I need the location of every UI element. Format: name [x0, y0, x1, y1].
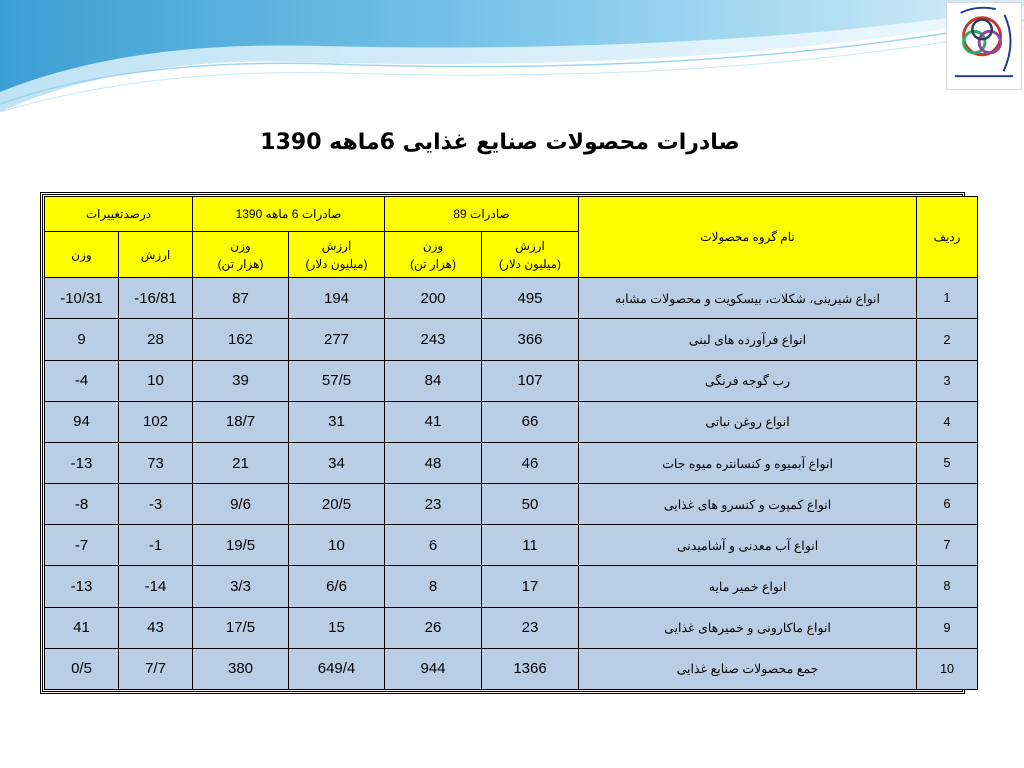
value-89: 17 — [521, 577, 539, 595]
header-exports-89: صادرات 89 — [385, 197, 579, 232]
value-change: -14 — [144, 577, 167, 595]
value-90: 15 — [328, 619, 345, 637]
product-group-name-cell — [579, 566, 917, 607]
product-group-name-cell — [579, 525, 917, 566]
value-90-cell — [289, 525, 385, 566]
weight-89: 6 — [428, 536, 438, 554]
weight-change-cell — [45, 360, 119, 401]
row-number-cell — [917, 648, 978, 689]
weight-change: 41 — [73, 619, 90, 637]
value-89-cell — [482, 607, 579, 648]
weight-change-cell — [45, 525, 119, 566]
weight-change-cell — [45, 319, 119, 360]
weight-90: 9/6 — [230, 495, 251, 513]
weight-90-cell — [193, 566, 289, 607]
row-number: 1 — [943, 291, 951, 306]
value-change-cell — [119, 648, 193, 689]
value-90: 6/6 — [326, 577, 347, 595]
weight-change: -13 — [70, 577, 93, 595]
value-change-cell — [119, 525, 193, 566]
value-90-cell — [289, 360, 385, 401]
product-group-name-cell — [579, 607, 917, 648]
exports-table — [44, 196, 978, 690]
header-group-name: نام گروه محصولات — [579, 197, 917, 278]
product-group-name: انواع خمیر مایه — [708, 579, 787, 594]
weight-90-cell — [193, 607, 289, 648]
value-change: -16/81 — [134, 289, 177, 307]
product-group-name: انواع شیرینی، شکلات، بیسکویت و محصولات مشابه — [615, 291, 881, 306]
weight-90: 3/3 — [230, 577, 251, 595]
table-row — [45, 648, 978, 689]
product-group-name-cell — [579, 360, 917, 401]
row-number: 3 — [943, 373, 951, 388]
weight-90: 162 — [227, 331, 254, 349]
weight-90: 21 — [232, 454, 249, 472]
weight-90-cell — [193, 360, 289, 401]
table-row — [45, 360, 978, 401]
row-number-cell — [917, 442, 978, 483]
value-89-cell — [482, 278, 579, 319]
value-89-cell — [482, 360, 579, 401]
value-90-cell — [289, 566, 385, 607]
row-number: 7 — [943, 538, 951, 553]
value-90: 10 — [328, 536, 345, 554]
value-change-cell — [119, 566, 193, 607]
weight-change-cell — [45, 401, 119, 442]
exports-table-frame — [40, 192, 965, 694]
table-row — [45, 278, 978, 319]
value-90: 31 — [328, 413, 345, 431]
product-group-name: جمع محصولات صنایع غذایی — [676, 662, 819, 677]
value-change-cell — [119, 401, 193, 442]
weight-90: 19/5 — [225, 536, 256, 554]
weight-89-cell — [385, 525, 482, 566]
value-change: 28 — [147, 331, 164, 349]
value-90: 20/5 — [321, 495, 352, 513]
weight-89: 23 — [424, 495, 442, 513]
header-value-change: ارزش — [119, 231, 193, 277]
weight-90-cell — [193, 278, 289, 319]
value-change: 7/7 — [145, 660, 166, 678]
value-change-cell — [119, 278, 193, 319]
value-89-cell — [482, 484, 579, 525]
value-89: 107 — [517, 372, 543, 390]
weight-90-cell — [193, 319, 289, 360]
value-89: 66 — [521, 413, 539, 431]
weight-89: 84 — [424, 372, 442, 390]
product-group-name-cell — [579, 319, 917, 360]
weight-change: -4 — [74, 372, 89, 390]
weight-90: 87 — [232, 289, 249, 307]
product-group-name: انواع ماکارونی و خمیرهای غذایی — [664, 621, 831, 636]
product-group-name: انواع روغن نباتی — [705, 415, 790, 430]
value-change: 43 — [147, 619, 164, 637]
row-number: 2 — [943, 332, 951, 347]
value-89: 11 — [522, 536, 538, 554]
weight-89-cell — [385, 442, 482, 483]
header-change-percent: درصدتغییرات — [45, 197, 193, 232]
product-group-name-cell — [579, 278, 917, 319]
table-row — [45, 566, 978, 607]
header-exports-6m-1390: صادرات 6 ماهه 1390 — [193, 197, 385, 232]
weight-change-cell — [45, 278, 119, 319]
value-90-cell — [289, 442, 385, 483]
weight-89: 944 — [420, 660, 446, 678]
weight-89: 8 — [428, 577, 438, 595]
value-change: 73 — [147, 454, 164, 472]
value-90-cell — [289, 648, 385, 689]
value-change: 10 — [147, 372, 164, 390]
row-number-cell — [917, 525, 978, 566]
page-title: صادرات محصولات صنایع غذایی 6ماهه 1390 — [260, 130, 740, 155]
table-row — [45, 401, 978, 442]
header-weight-90: وزن (هزار تن) — [193, 231, 289, 277]
value-89: 495 — [517, 289, 543, 307]
value-90: 34 — [328, 454, 345, 472]
logo-emblem-icon — [947, 3, 1021, 89]
value-90-cell — [289, 278, 385, 319]
row-number-cell — [917, 278, 978, 319]
value-89-cell — [482, 648, 579, 689]
product-group-name-cell — [579, 648, 917, 689]
table-row — [45, 525, 978, 566]
weight-change: -8 — [74, 495, 89, 513]
row-number-cell — [917, 484, 978, 525]
weight-change: 9 — [77, 331, 86, 349]
value-89: 366 — [517, 331, 543, 349]
row-number-cell — [917, 360, 978, 401]
value-change-cell — [119, 607, 193, 648]
weight-change-cell — [45, 566, 119, 607]
header-value-90: ارزش (میلیون دلار) — [289, 231, 385, 277]
product-group-name-cell — [579, 401, 917, 442]
weight-90-cell — [193, 442, 289, 483]
value-89-cell — [482, 401, 579, 442]
weight-89-cell — [385, 319, 482, 360]
weight-89-cell — [385, 484, 482, 525]
value-change: 102 — [142, 413, 169, 431]
weight-change-cell — [45, 484, 119, 525]
weight-90: 380 — [227, 660, 254, 678]
weight-change-cell — [45, 442, 119, 483]
table-row — [45, 484, 978, 525]
header-wave-decoration — [0, 0, 1024, 140]
value-89: 23 — [521, 619, 539, 637]
value-90: 194 — [324, 289, 350, 307]
value-90-cell — [289, 401, 385, 442]
table-header-row-1 — [45, 197, 978, 232]
weight-change: -7 — [74, 536, 89, 554]
row-number-cell — [917, 319, 978, 360]
value-90-cell — [289, 484, 385, 525]
product-group-name-cell — [579, 484, 917, 525]
row-number: 9 — [943, 620, 951, 635]
product-group-name: انواع آبمیوه و کنسانتره میوه جات — [662, 456, 833, 471]
row-number-cell — [917, 401, 978, 442]
weight-90-cell — [193, 525, 289, 566]
weight-89-cell — [385, 360, 482, 401]
header-row-no: ردیف — [917, 197, 978, 278]
value-89-cell — [482, 442, 579, 483]
row-number-cell — [917, 566, 978, 607]
value-90: 57/5 — [321, 372, 352, 390]
weight-90-cell — [193, 484, 289, 525]
weight-change-cell — [45, 607, 119, 648]
value-90-cell — [289, 607, 385, 648]
weight-89-cell — [385, 648, 482, 689]
value-89: 1366 — [513, 660, 547, 678]
row-number-cell — [917, 607, 978, 648]
row-number: 6 — [943, 497, 951, 512]
product-group-name: انواع آب معدنی و آشامیدنی — [676, 538, 819, 553]
organization-logo — [946, 2, 1022, 90]
weight-change: -13 — [70, 454, 93, 472]
value-89: 46 — [521, 454, 539, 472]
table-row — [45, 607, 978, 648]
weight-90-cell — [193, 401, 289, 442]
weight-89-cell — [385, 401, 482, 442]
row-number: 10 — [940, 661, 954, 676]
weight-89-cell — [385, 607, 482, 648]
header-value-89: ارزش (میلیون دلار) — [482, 231, 579, 277]
value-89-cell — [482, 525, 579, 566]
value-90-cell — [289, 319, 385, 360]
row-number: 5 — [943, 456, 951, 470]
row-number: 4 — [943, 414, 951, 429]
value-change-cell — [119, 319, 193, 360]
product-group-name: انواع کمپوت و کنسرو های غذایی — [663, 497, 832, 512]
value-89-cell — [482, 319, 579, 360]
weight-change: -10/31 — [60, 289, 103, 307]
value-change: -3 — [148, 495, 163, 513]
table-row — [45, 319, 978, 360]
value-change: -1 — [148, 536, 163, 554]
value-change-cell — [119, 360, 193, 401]
table-row — [45, 442, 978, 483]
row-number: 8 — [943, 579, 951, 594]
value-90: 649/4 — [317, 660, 356, 678]
weight-89-cell — [385, 566, 482, 607]
weight-change-cell — [45, 648, 119, 689]
weight-89: 243 — [420, 331, 446, 349]
value-89: 50 — [521, 495, 539, 513]
weight-change: 94 — [73, 413, 90, 431]
value-change-cell — [119, 442, 193, 483]
weight-89: 48 — [424, 454, 442, 472]
header-weight-89: وزن (هزار تن) — [385, 231, 482, 277]
weight-90: 18/7 — [225, 413, 256, 431]
product-group-name: رب گوجه فرنگی — [704, 374, 791, 389]
weight-90: 17/5 — [225, 619, 256, 637]
header-weight-change: وزن — [45, 231, 119, 277]
weight-90: 39 — [232, 372, 249, 390]
weight-89: 200 — [420, 289, 446, 307]
value-change-cell — [119, 484, 193, 525]
weight-90-cell — [193, 648, 289, 689]
weight-89: 26 — [424, 619, 442, 637]
weight-89: 41 — [424, 413, 442, 431]
value-90: 277 — [324, 331, 350, 349]
weight-change: 0/5 — [71, 660, 92, 678]
product-group-name-cell — [579, 442, 917, 483]
value-89-cell — [482, 566, 579, 607]
product-group-name: انواع فرآورده های لبنی — [688, 333, 807, 348]
weight-89-cell — [385, 278, 482, 319]
